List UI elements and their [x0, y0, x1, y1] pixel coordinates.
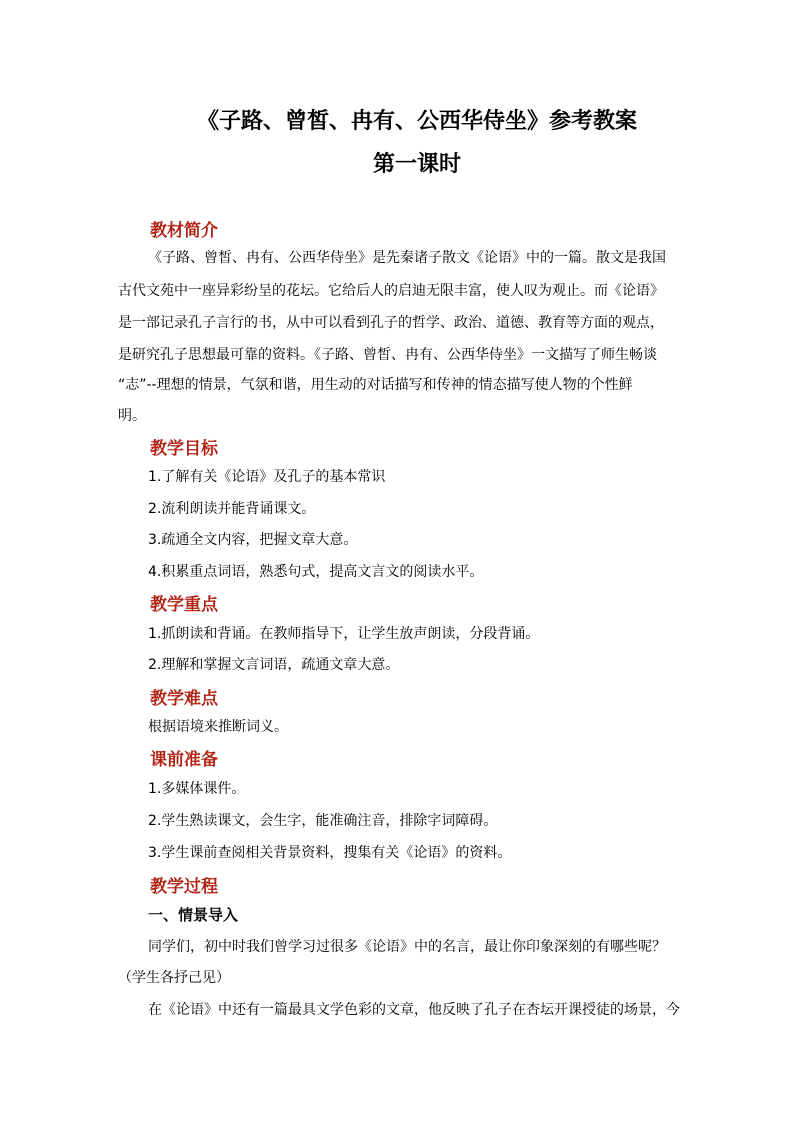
- section-heading-preparation: 课前准备: [150, 750, 218, 770]
- difficulty-item: 根据语境来推断词义。: [148, 719, 288, 735]
- goal-item: 2.流利朗读并能背诵课文。: [148, 501, 316, 517]
- section-heading-difficulties: 教学难点: [150, 689, 218, 709]
- intro-line: 《子路、曾皙、冉有、公西华侍坐》是先秦诸子散文《论语》中的一篇。散文是我国: [148, 250, 666, 266]
- goal-item: 3.疏通全文内容，把握文章大意。: [148, 532, 358, 548]
- goal-item: 4.积累重点词语，熟悉句式，提高文言文的阅读水平。: [148, 564, 484, 580]
- keypoint-item: 2.理解和掌握文言词语，疏通文章大意。: [148, 657, 400, 673]
- intro-line: 是研究孔子思想最可靠的资料。《子路、曾皙、冉有、公西华侍坐》一文描写了师生畅谈: [118, 347, 657, 363]
- section-heading-goals: 教学目标: [150, 439, 218, 459]
- process-line: （学生各抒己见）: [118, 970, 230, 986]
- keypoint-item: 1.抓朗读和背诵。在教师指导下，让学生放声朗读，分段背诵。: [148, 626, 540, 642]
- intro-line: 是一部记录孔子言行的书，从中可以看到孔子的哲学、政治、道德、教育等方面的观点，: [118, 315, 664, 331]
- section-heading-keypoints: 教学重点: [150, 595, 218, 615]
- process-line: 在《论语》中还有一篇最具文学色彩的文章，他反映了孔子在杏坛开课授徒的场景，今: [148, 1002, 680, 1018]
- process-subheading: 一、情景导入: [148, 906, 239, 924]
- document-subtitle: 第一课时: [372, 151, 461, 177]
- intro-line: “志”--理想的情景，气氛和谐，用生动的对话描写和传神的情态描写使人物的个性鲜: [118, 377, 633, 393]
- section-heading-intro: 教材简介: [150, 221, 218, 241]
- preparation-item: 2.学生熟读课文，会生字，能准确注音，排除字词障碍。: [148, 813, 498, 829]
- preparation-item: 3.学生课前查阅相关背景资料，搜集有关《论语》的资料。: [148, 845, 512, 861]
- document-title: 《子路、曾皙、冉有、公西华侍坐》参考教案: [196, 108, 637, 134]
- intro-line: 明。: [118, 408, 146, 424]
- intro-line: 古代文苑中一座异彩纷呈的花坛。它给后人的启迪无限丰富，使人叹为观止。而《论语》: [118, 283, 664, 299]
- preparation-item: 1.多媒体课件。: [148, 781, 246, 797]
- process-line: 同学们，初中时我们曾学习过很多《论语》中的名言，最让你印象深刻的有哪些呢？: [148, 939, 666, 955]
- section-heading-process: 教学过程: [150, 877, 218, 897]
- goal-item: 1.了解有关《论语》及孔子的基本常识: [148, 469, 386, 485]
